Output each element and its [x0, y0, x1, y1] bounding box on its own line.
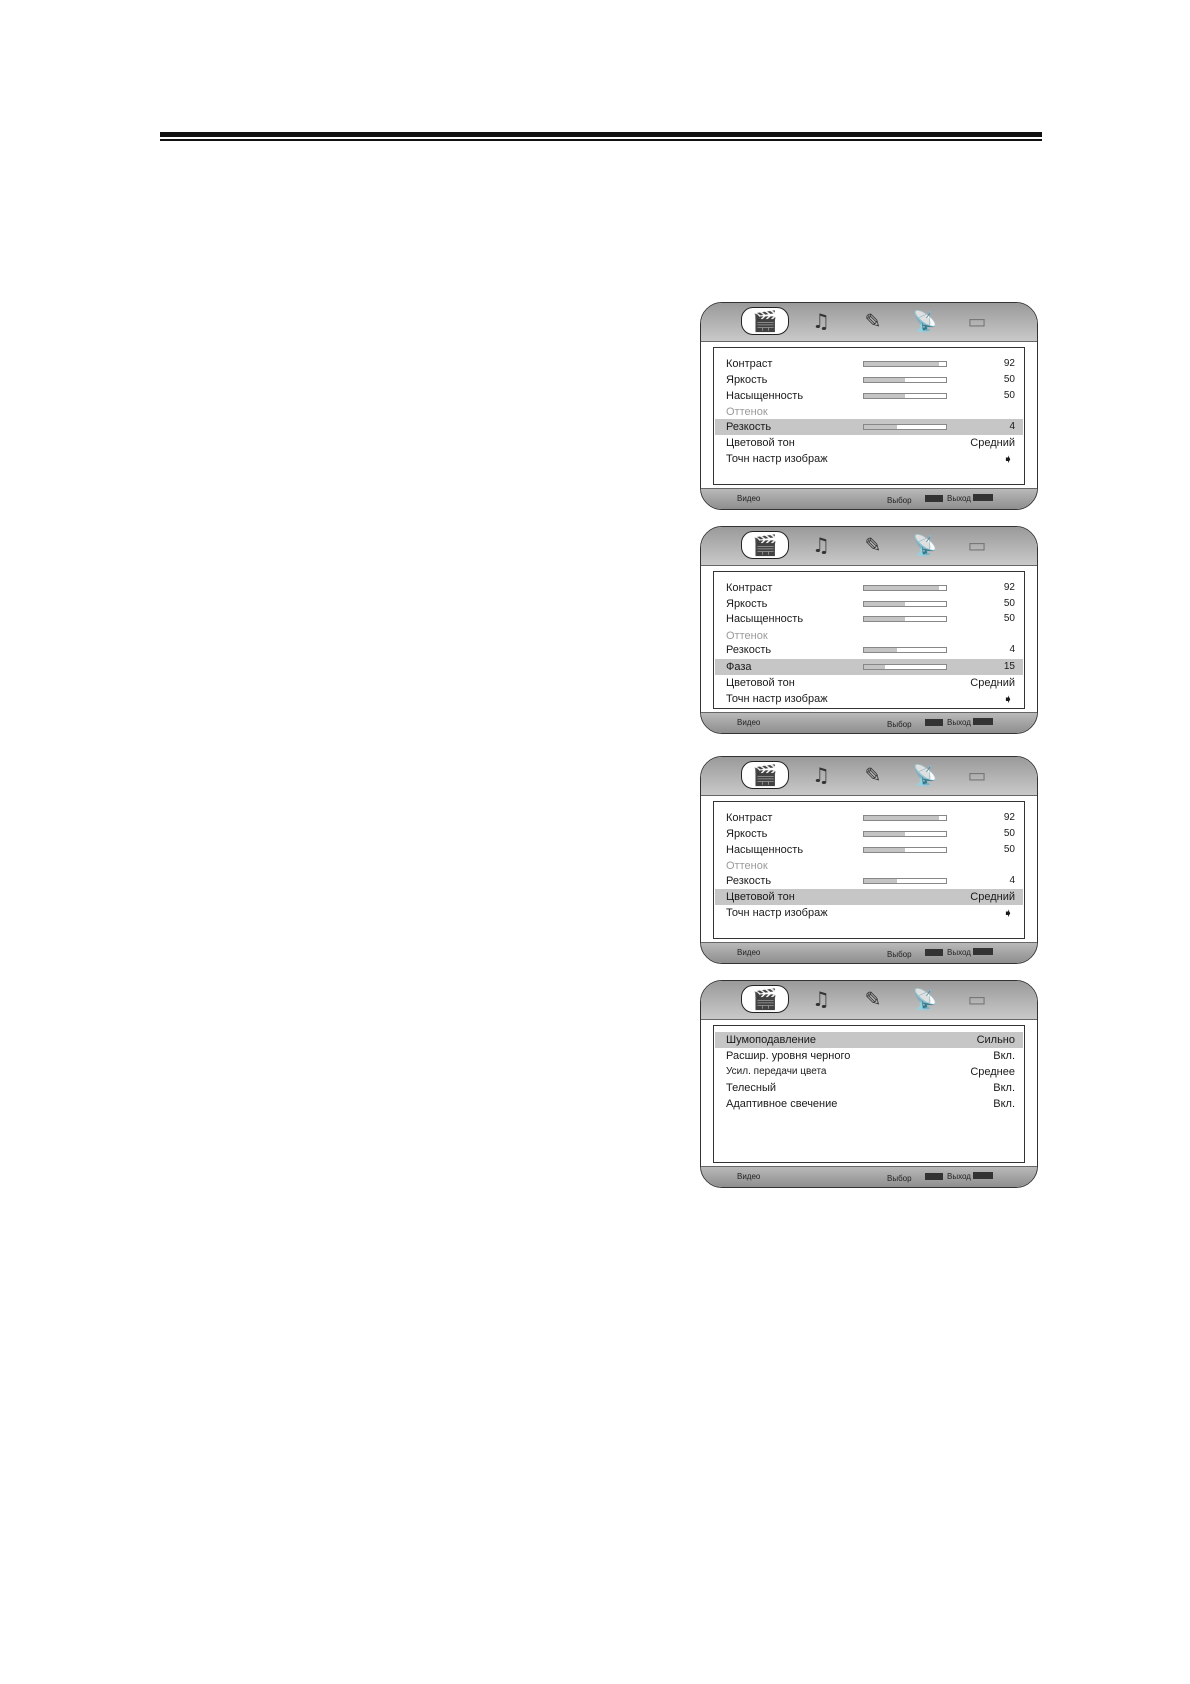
menu-item[interactable]: [715, 1032, 1023, 1048]
value-slider-fill: [864, 832, 905, 836]
footer-exit-label: Выход: [947, 948, 971, 957]
menu-item-value: Вкл.: [993, 1050, 1015, 1062]
osd-menu-screen: [700, 756, 1038, 964]
menu-item-label: Контраст: [726, 812, 773, 824]
osd-footer: [701, 1166, 1037, 1187]
menu-item[interactable]: [715, 596, 1023, 612]
video-clapper-icon[interactable]: 🎬: [741, 761, 789, 789]
menu-item-value: 4: [1009, 644, 1015, 655]
submenu-arrow-icon: ➧: [1002, 692, 1013, 706]
menu-item[interactable]: [715, 873, 1023, 889]
video-clapper-icon[interactable]: 🎬: [741, 307, 789, 335]
osd-menu-body: [713, 571, 1025, 709]
menu-item-label: Яркость: [726, 598, 768, 610]
footer-exit-label: Выход: [947, 718, 971, 727]
menu-item-label: Цветовой тон: [726, 437, 795, 449]
menu-item[interactable]: [715, 810, 1023, 826]
tools-icon[interactable]: ✎: [864, 309, 882, 333]
osd-footer: [701, 712, 1037, 733]
pc-monitor-icon[interactable]: ▭: [967, 533, 987, 557]
footer-select-label: Выбор: [887, 720, 912, 729]
value-slider-fill: [864, 816, 939, 820]
value-slider[interactable]: [863, 424, 947, 430]
osd-footer: [701, 488, 1037, 509]
menu-item-label: Яркость: [726, 374, 768, 386]
menu-item-value: 92: [1003, 812, 1015, 823]
menu-item-value: 4: [1009, 421, 1015, 432]
menu-item-label: Насыщенность: [726, 613, 804, 625]
footer-exit-label: Выход: [947, 494, 971, 503]
menu-item[interactable]: [715, 691, 1023, 707]
menu-key-icon: [973, 948, 993, 955]
menu-item-value: 50: [1003, 598, 1015, 609]
menu-item-label: Контраст: [726, 358, 773, 370]
osd-tab-icons: [741, 307, 997, 335]
value-slider[interactable]: [863, 616, 947, 622]
menu-item-label: Шумоподавление: [726, 1034, 816, 1046]
value-slider-fill: [864, 848, 905, 852]
value-slider[interactable]: [863, 878, 947, 884]
menu-item-value: 50: [1003, 374, 1015, 385]
menu-item-value: 15: [1003, 661, 1015, 672]
menu-item-value: Сильно: [976, 1034, 1015, 1046]
menu-item[interactable]: [715, 1048, 1023, 1064]
footer-select-label: Выбор: [887, 1174, 912, 1183]
osd-tab-icons: [741, 531, 997, 559]
menu-item[interactable]: [715, 435, 1023, 451]
menu-item[interactable]: [715, 642, 1023, 658]
osd-footer: [701, 942, 1037, 963]
menu-key-icon: [973, 1172, 993, 1179]
value-slider[interactable]: [863, 831, 947, 837]
osd-menu-body: [713, 347, 1025, 485]
menu-item-value: Средний: [970, 677, 1015, 689]
antenna-icon[interactable]: 📡: [912, 987, 938, 1011]
menu-item-label: Точн настр изображ: [726, 693, 828, 705]
menu-item-value: 4: [1009, 875, 1015, 886]
select-keys-icon: [925, 949, 943, 956]
music-notes-icon[interactable]: ♫: [812, 987, 830, 1011]
value-slider-fill: [864, 362, 939, 366]
menu-item-label: Цветовой тон: [726, 677, 795, 689]
menu-item-label: Резкость: [726, 421, 772, 433]
osd-tab-icons: [741, 985, 997, 1013]
footer-menu-title: Видео: [737, 1172, 761, 1181]
value-slider[interactable]: [863, 361, 947, 367]
menu-item-value: 92: [1003, 358, 1015, 369]
tools-icon[interactable]: ✎: [864, 533, 882, 557]
value-slider-fill: [864, 602, 905, 606]
menu-item-label: Точн настр изображ: [726, 907, 828, 919]
value-slider-fill: [864, 617, 905, 621]
menu-item-label: Резкость: [726, 875, 772, 887]
menu-item[interactable]: [715, 675, 1023, 691]
menu-item[interactable]: [715, 1080, 1023, 1096]
menu-item-label: Оттенок: [726, 860, 768, 872]
menu-item-value: Средний: [970, 891, 1015, 903]
tools-icon[interactable]: ✎: [864, 763, 882, 787]
menu-item[interactable]: [715, 451, 1023, 467]
music-notes-icon[interactable]: ♫: [812, 309, 830, 333]
osd-tab-bar: [701, 527, 1037, 566]
menu-item-label: Адаптивное свечение: [726, 1098, 838, 1110]
osd-tab-bar: [701, 303, 1037, 342]
menu-item-value: 50: [1003, 844, 1015, 855]
value-slider[interactable]: [863, 647, 947, 653]
menu-item-label: Усил. передачи цвета: [726, 1066, 827, 1077]
menu-item-label: Насыщенность: [726, 390, 804, 402]
osd-menu-body: [713, 1025, 1025, 1163]
value-slider[interactable]: [863, 601, 947, 607]
antenna-icon[interactable]: 📡: [912, 309, 938, 333]
menu-item[interactable]: [715, 611, 1023, 627]
value-slider-fill: [864, 425, 897, 429]
pc-monitor-icon[interactable]: ▭: [967, 309, 987, 333]
osd-menu-body: [713, 801, 1025, 939]
menu-item[interactable]: [715, 858, 1023, 874]
submenu-arrow-icon: ➧: [1002, 452, 1013, 466]
pc-monitor-icon[interactable]: ▭: [967, 763, 987, 787]
menu-item-label: Насыщенность: [726, 844, 804, 856]
video-clapper-icon[interactable]: 🎬: [741, 985, 789, 1013]
osd-menu-screen: [700, 302, 1038, 510]
osd-tab-bar: [701, 757, 1037, 796]
menu-item-label: Оттенок: [726, 630, 768, 642]
menu-item[interactable]: [715, 905, 1023, 921]
menu-item[interactable]: [715, 388, 1023, 404]
osd-tab-icons: [741, 761, 997, 789]
value-slider-fill: [864, 879, 897, 883]
menu-item[interactable]: [715, 372, 1023, 388]
menu-item[interactable]: [715, 659, 1023, 675]
menu-item-label: Яркость: [726, 828, 768, 840]
menu-item[interactable]: [715, 404, 1023, 420]
value-slider-fill: [864, 648, 897, 652]
video-clapper-icon[interactable]: 🎬: [741, 531, 789, 559]
menu-item-label: Расшир. уровня черного: [726, 1050, 851, 1062]
menu-item[interactable]: [715, 1064, 1023, 1080]
menu-item-value: Среднее: [970, 1066, 1015, 1078]
menu-item-label: Контраст: [726, 582, 773, 594]
music-notes-icon[interactable]: ♫: [812, 763, 830, 787]
select-keys-icon: [925, 495, 943, 502]
menu-item-value: 50: [1003, 390, 1015, 401]
value-slider-fill: [864, 394, 905, 398]
menu-key-icon: [973, 718, 993, 725]
footer-menu-title: Видео: [737, 494, 761, 503]
osd-menu-screen: [700, 980, 1038, 1188]
menu-item[interactable]: [715, 356, 1023, 372]
menu-item[interactable]: [715, 842, 1023, 858]
value-slider-fill: [864, 378, 905, 382]
footer-exit-label: Выход: [947, 1172, 971, 1181]
menu-item-label: Телесный: [726, 1082, 777, 1094]
select-keys-icon: [925, 719, 943, 726]
menu-item[interactable]: [715, 1096, 1023, 1112]
menu-item[interactable]: [715, 826, 1023, 842]
menu-item-value: Вкл.: [993, 1082, 1015, 1094]
menu-item-label: Оттенок: [726, 406, 768, 418]
select-keys-icon: [925, 1173, 943, 1180]
music-notes-icon[interactable]: ♫: [812, 533, 830, 557]
value-slider[interactable]: [863, 815, 947, 821]
menu-item-label: Резкость: [726, 644, 772, 656]
menu-item[interactable]: [715, 419, 1023, 435]
value-slider[interactable]: [863, 847, 947, 853]
antenna-icon[interactable]: 📡: [912, 763, 938, 787]
submenu-arrow-icon: ➧: [1002, 906, 1013, 920]
footer-select-label: Выбор: [887, 496, 912, 505]
menu-item-label: Фаза: [726, 661, 752, 673]
tools-icon[interactable]: ✎: [864, 987, 882, 1011]
menu-item-value: Средний: [970, 437, 1015, 449]
value-slider-fill: [864, 586, 939, 590]
osd-menu-screen: [700, 526, 1038, 734]
menu-item-value: 92: [1003, 582, 1015, 593]
menu-item-label: Точн настр изображ: [726, 453, 828, 465]
osd-tab-bar: [701, 981, 1037, 1020]
menu-item-value: Вкл.: [993, 1098, 1015, 1110]
footer-menu-title: Видео: [737, 718, 761, 727]
header-rule: [160, 132, 1042, 141]
value-slider[interactable]: [863, 377, 947, 383]
value-slider-fill: [864, 665, 885, 669]
menu-key-icon: [973, 494, 993, 501]
value-slider[interactable]: [863, 585, 947, 591]
menu-item[interactable]: [715, 889, 1023, 905]
antenna-icon[interactable]: 📡: [912, 533, 938, 557]
pc-monitor-icon[interactable]: ▭: [967, 987, 987, 1011]
menu-item-value: 50: [1003, 613, 1015, 624]
footer-select-label: Выбор: [887, 950, 912, 959]
menu-item-label: Цветовой тон: [726, 891, 795, 903]
menu-item[interactable]: [715, 580, 1023, 596]
value-slider[interactable]: [863, 664, 947, 670]
footer-menu-title: Видео: [737, 948, 761, 957]
menu-item-value: 50: [1003, 828, 1015, 839]
value-slider[interactable]: [863, 393, 947, 399]
